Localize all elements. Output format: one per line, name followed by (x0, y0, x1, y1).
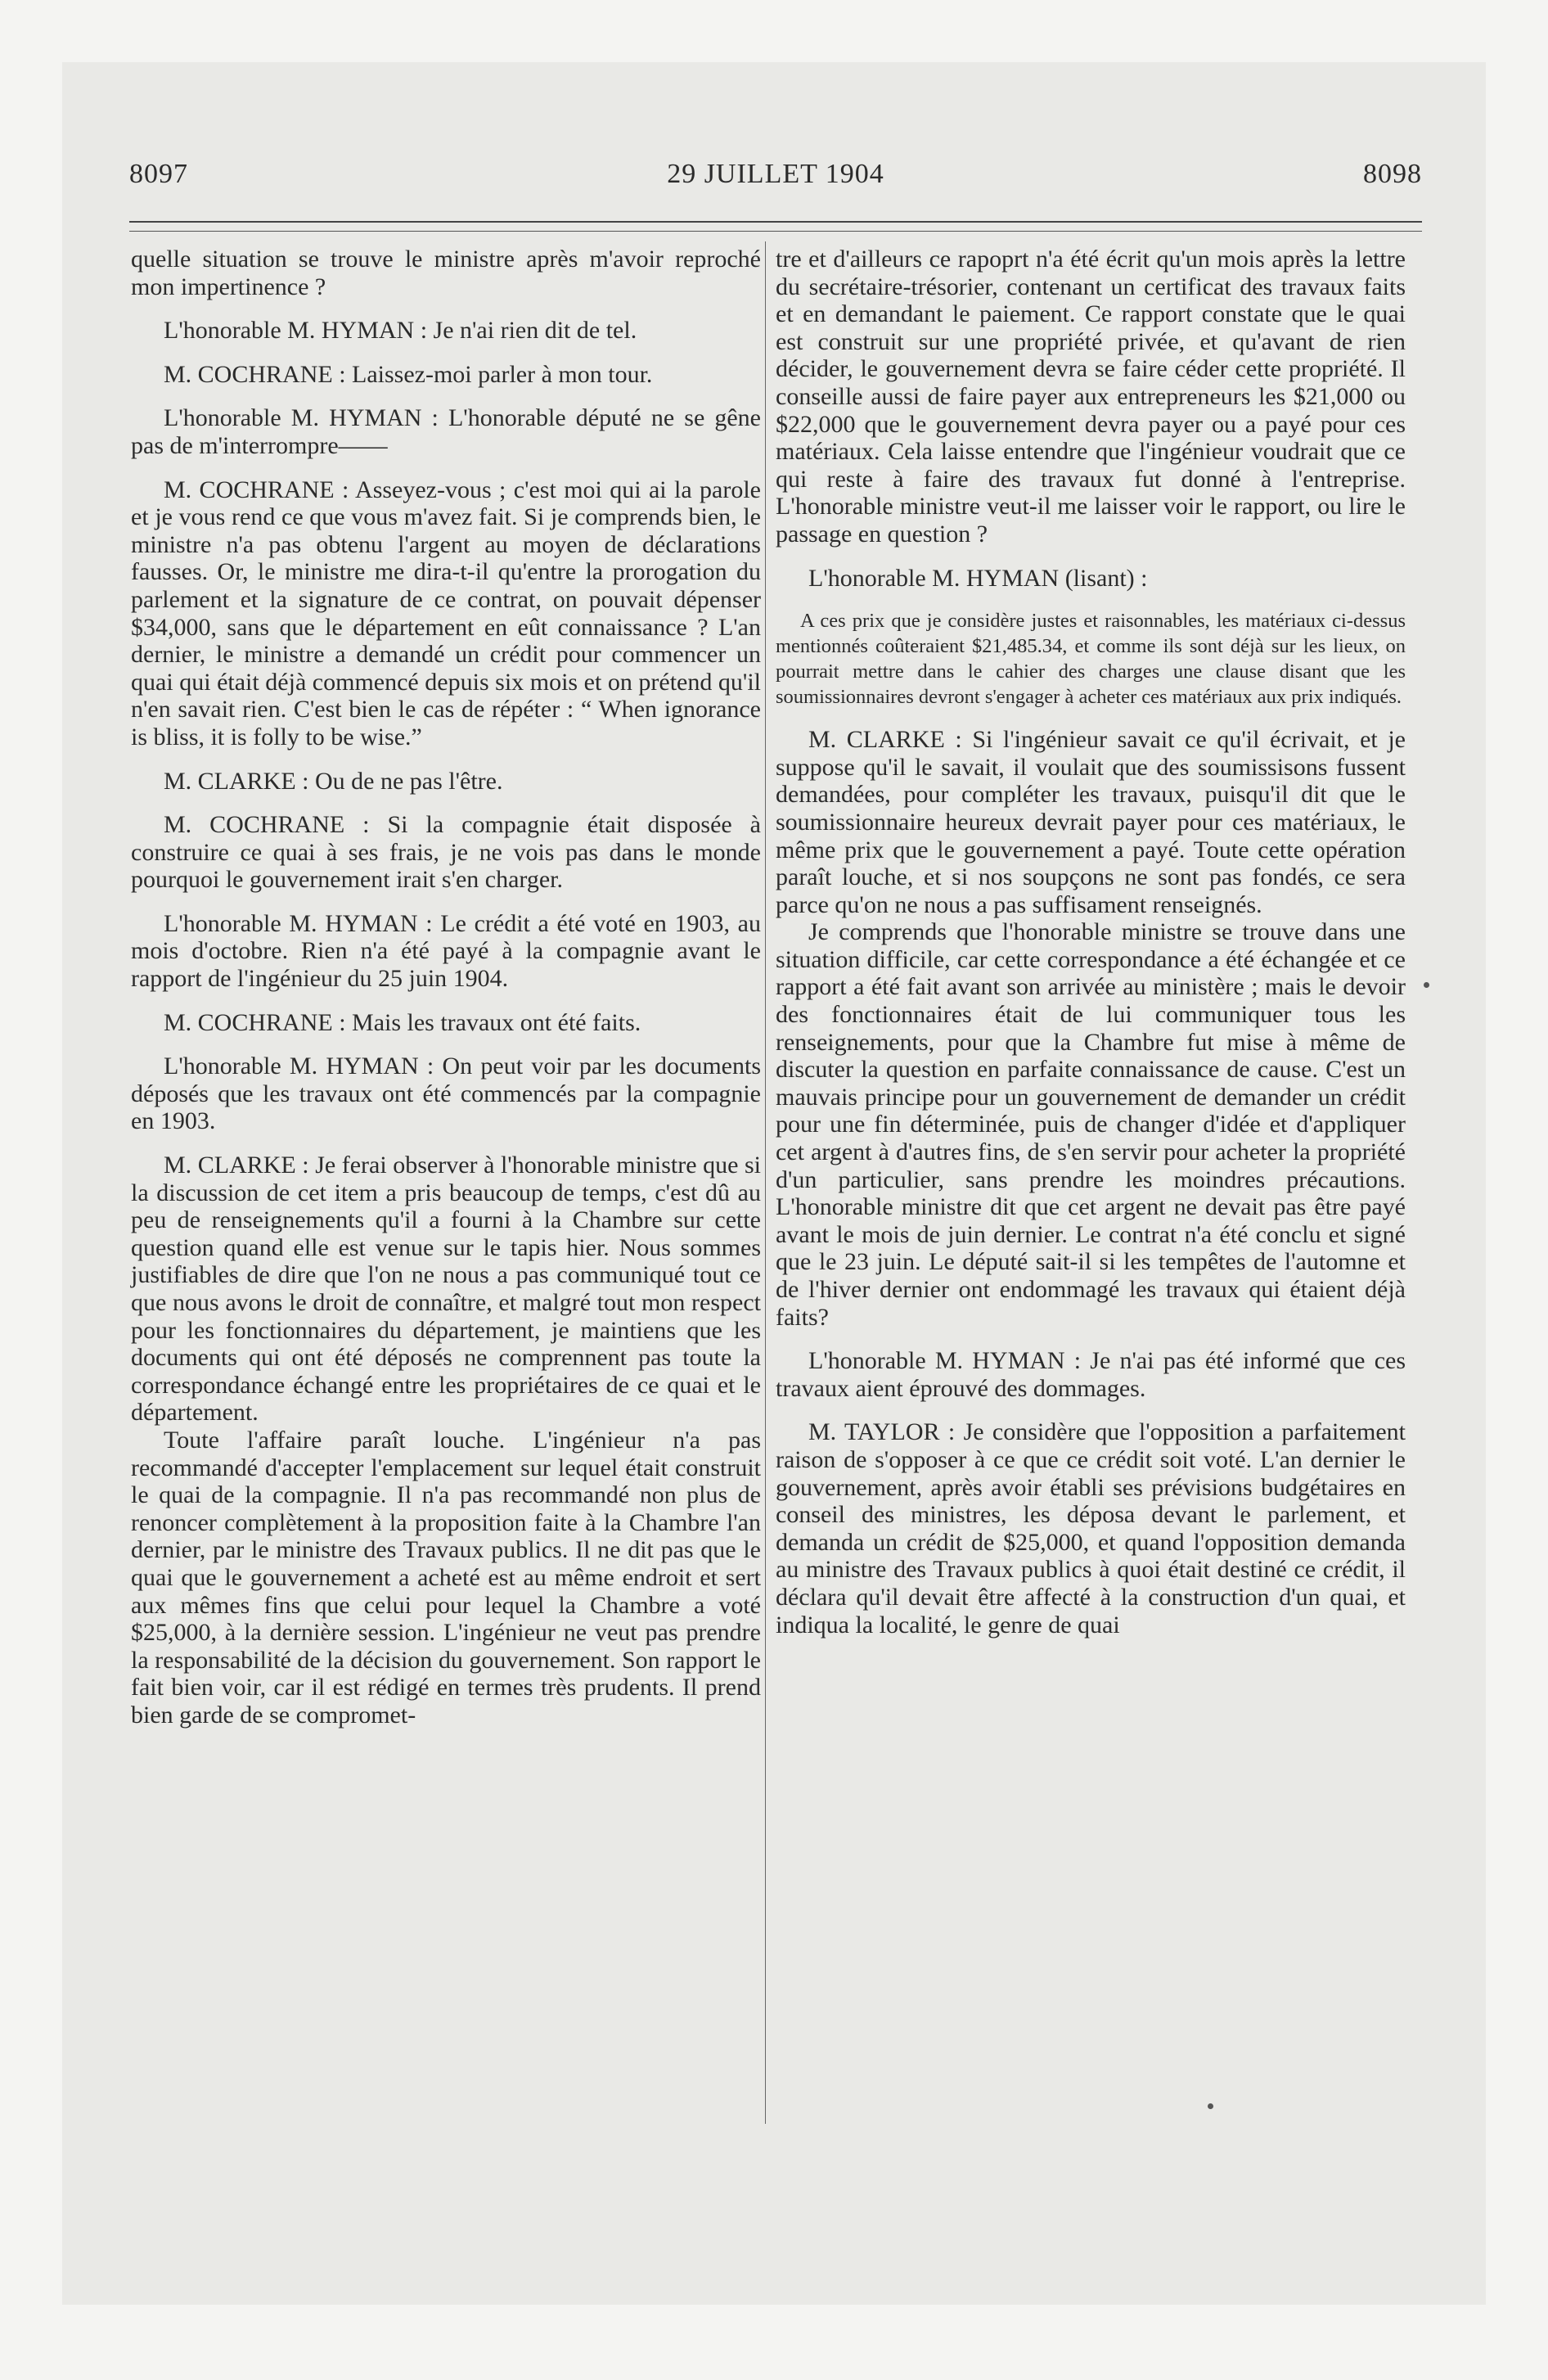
print-speck (1424, 982, 1429, 988)
paragraph: L'honorable M. HYMAN : On peut voir par les documents déposés que les travaux ont été commencés par la compagnie en 1903. (131, 1053, 761, 1135)
column-divider (765, 241, 766, 2124)
page-header (129, 159, 1422, 200)
quoted-report: A ces prix que je considère justes et raisonnables, les matériaux ci-dessus mentionnés coûteraient $21,485.34, et comme ils sont déjà sur les lieux, on pourrait mettre dans le cahier des charges une clause disant que les soumissionnaires devront s'engager à acheter ces matériaux aux prix indiqués. (776, 610, 1406, 709)
paragraph: quelle situation se trouve le ministre après m'avoir reproché mon impertinence ? (131, 246, 761, 300)
paragraph: tre et d'ailleurs ce rapoprt n'a été écrit qu'un mois après la lettre du secrétaire-trésorier, contenant un certificat des travaux faits et en demandant le paiement. Ce rapport constate que le quai est construit sur une propriété privée, et qu'avant de rien décider, le gouvernement devra se faire céder cette propriété. Il conseille aussi de faire payer aux entrepreneurs les $21,000 ou $22,000 que le gouvernement devra payer ou a payé pour ces matériaux. Cela laisse entendre que l'ingénieur voudrait que ce qui reste à faire des travaux fut donné à l'entreprise. L'honorable ministre veut-il me laisser voir le rapport, ou lire le passage en question ? (776, 246, 1406, 548)
paragraph: M. COCHRANE : Asseyez-vous ; c'est moi qui ai la parole et je vous rend ce que vous m'avez fait. Si je comprends bien, le ministre n'a pas obtenu l'argent au moyen de déclarations fausses. Or, le ministre me dira-t-il qu'entre la prorogation du parlement et la signature de ce contrat, on pouvait dépenser $34,000, sans que le département en eût connaissance ? L'an dernier, le ministre a demandé un crédit pour commencer un quai qui était déjà commencé depuis six mois et on prétend qu'il n'en savait rien. C'est bien le cas de répéter : “ When ignorance is bliss, it is folly to be wise.” (131, 476, 761, 751)
header-rule-top (129, 221, 1422, 223)
paragraph: M. COCHRANE : Si la compagnie était disposée à construire ce quai à ses frais, je ne vois pas dans le monde pourquoi le gouvernement irait s'en charger. (131, 811, 761, 894)
right-page-number: 8098 (1363, 159, 1422, 189)
paragraph: M. TAYLOR : Je considère que l'opposition a parfaitement raison de s'opposer à ce que ce crédit soit voté. L'an dernier le gouvernement, après avoir établi ses prévisions budgétaires en conseil des ministres, les déposa devant le parlement, et demanda un crédit de $25,000, et quand l'opposition demanda au ministre des Travaux publics à quoi était destiné ce crédit, il déclara qu'il devait être affecté à la construction d'un quai, et indiqua la localité, le genre de quai (776, 1418, 1406, 1639)
page-date: 29 JUILLET 1904 (667, 159, 884, 189)
paragraph: M. COCHRANE : Laissez-moi parler à mon tour. (164, 360, 653, 388)
paragraph: M. CLARKE : Je ferai observer à l'honorable ministre que si la discussion de cet item a pris beaucoup de temps, c'est dû au peu de renseignements qu'il a fourni à la Chambre sur cette question quand elle est venue sur le tapis hier. Nous sommes justifiables de dire que l'on ne nous a pas communiqué tout ce que nous avons le droit de connaître, et malgré tout mon respect pour les fonctionnaires du département, je maintiens que les documents qui ont été déposés ne comprennent pas toute la correspondance échangé entre les propriétaires de ce quai et le département. (131, 1152, 761, 1427)
print-speck (1208, 2103, 1213, 2109)
paragraph: L'honorable M. HYMAN : L'honorable député ne se gêne pas de m'interrompre—— (131, 404, 761, 459)
left-column (131, 246, 761, 1746)
reading-intro: L'honorable M. HYMAN (lisant) : (808, 564, 1148, 592)
paragraph: Toute l'affaire paraît louche. L'ingénieur n'a pas recommandé d'accepter l'emplacement sur lequel était construit le quai de la compagnie. Il n'a pas recommandé non plus de renoncer complètement à la proposition faite à la Chambre l'an dernier, par le ministre des Travaux publics. Il ne dit pas que le quai que le gouvernement a acheté est au même endroit et sert aux mêmes fins que celui pour lequel la Chambre a voté $25,000, à la dernière session. L'ingénieur ne veut pas prendre la responsabilité de la décision du gouvernement. Son rapport le fait bien voir, car il est rédigé en termes très prudents. Il prend bien garde de se compromet- (131, 1426, 761, 1729)
paragraph: L'honorable M. HYMAN : Je n'ai rien dit de tel. (164, 317, 637, 345)
paragraph: L'honorable M. HYMAN : Le crédit a été voté en 1903, au mois d'octobre. Rien n'a été payé à la compagnie avant le rapport de l'ingénieur du 25 juin 1904. (131, 909, 761, 993)
paragraph: Je comprends que l'honorable ministre se trouve dans une situation difficile, car cette correspondance a été échangée et ce rapport a été fait avant son arrivée au ministère ; mais le devoir des fonctionnaires était de lui communiquer tous les renseignements, pour que la Chambre fut mise à même de discuter la question en parfaite connaissance de cause. C'est un mauvais principe pour un gouvernement de demander un crédit pour une fin déterminée, puis de changer d'idée et d'appliquer cet argent à d'autres fins, de s'en servir pour acheter la propriété d'un particulier, sans prendre les moindres précautions. L'honorable ministre dit que cet argent ne devait pas être payé avant le mois de juin dernier. Le contrat n'a été conclu et signé que le 23 juin. Le député sait-il si les tempêtes de l'automne et de l'hiver dernier ont endommagé les travaux qui étaient déjà faits? (776, 918, 1406, 1331)
header-rule-bottom (129, 231, 1422, 232)
paragraph: M. CLARKE : Ou de ne pas l'être. (164, 767, 503, 795)
paragraph: M. CLARKE : Si l'ingénieur savait ce qu'il écrivait, et je suppose qu'il le savait, il voulait que des soumissisons fussent demandées, pour compléter les travaux, puisqu'il dit que le soumissionnaire heureux devrait payer pour ces matériaux, le même prix que le gouvernement a payé. Toute cette opération paraît louche, et si nos soupçons ne sont pas fondés, ce sera parce qu'on ne nous a pas suffisament renseignés. (776, 726, 1406, 918)
right-column (776, 246, 1406, 1655)
left-page-number: 8097 (129, 159, 188, 189)
paragraph: L'honorable M. HYMAN : Je n'ai pas été informé que ces travaux aient éprouvé des dommages. (776, 1347, 1406, 1402)
paragraph: M. COCHRANE : Mais les travaux ont été faits. (164, 1008, 641, 1036)
